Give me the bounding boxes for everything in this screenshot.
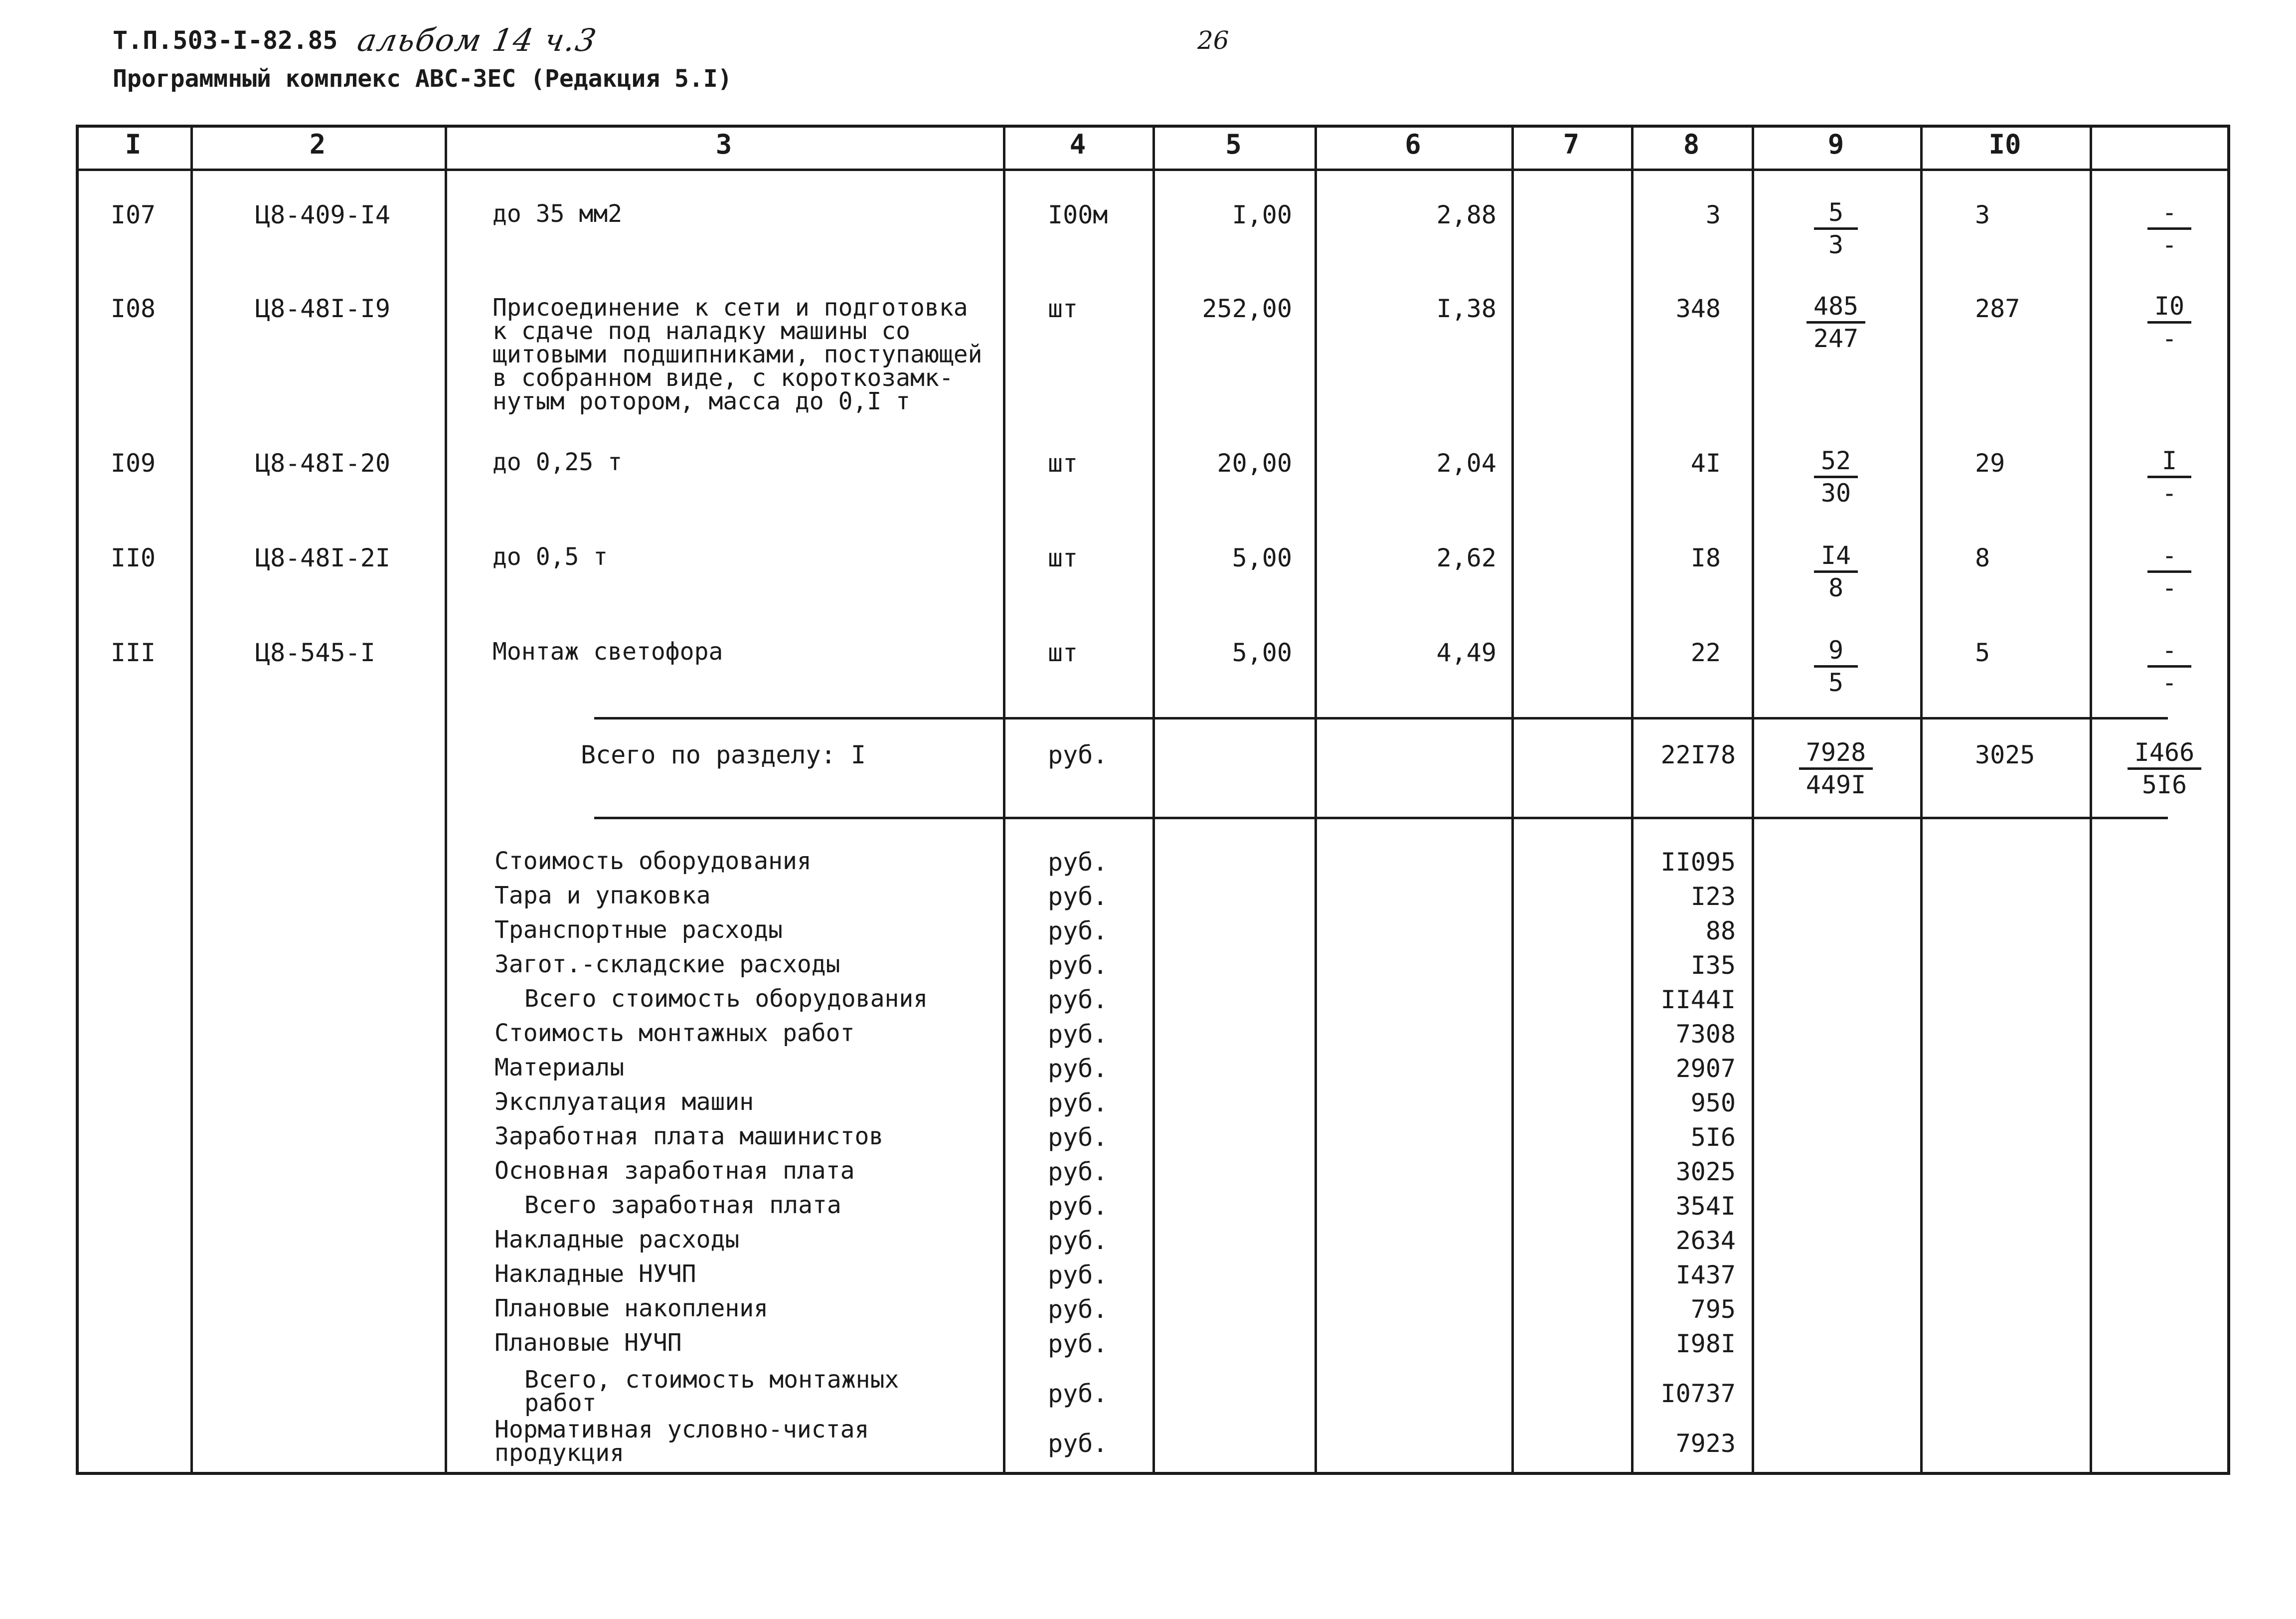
unit: I00м xyxy=(1048,200,1108,229)
col10-bottom: - xyxy=(2161,479,2177,508)
col8-top: 485 xyxy=(1806,291,1865,324)
col10-top: - xyxy=(2147,635,2191,668)
column-header-9: 9 xyxy=(1827,129,1844,160)
row-total: 4I xyxy=(1690,449,1721,478)
col8-top: 9 xyxy=(1814,635,1858,668)
row-total: 348 xyxy=(1675,294,1721,323)
col8-top: 52 xyxy=(1814,446,1858,478)
norm-code: Ц8-409-I4 xyxy=(255,200,390,229)
unit: шт xyxy=(1048,449,1078,478)
row-number: I07 xyxy=(110,200,156,229)
section-total-col8-bottom: 449I xyxy=(1805,770,1866,799)
summary-label: Тара и упаковка xyxy=(494,882,711,909)
summary-value: 3025 xyxy=(1675,1157,1736,1186)
col8-bottom: 5 xyxy=(1828,668,1844,697)
summary-value: 950 xyxy=(1690,1088,1736,1117)
col8-fraction xyxy=(1752,446,1920,508)
section-total-col10-bottom: 5I6 xyxy=(2141,770,2187,799)
col10-bottom: - xyxy=(2161,668,2177,697)
col9-value: 5 xyxy=(1975,638,1990,667)
summary-label: Всего заработная плата xyxy=(524,1191,841,1219)
norm-code: Ц8-48I-I9 xyxy=(255,294,390,323)
section-total-col8 xyxy=(1752,737,1920,800)
col10-fraction xyxy=(2120,291,2219,354)
summary-unit: руб. xyxy=(1048,1295,1108,1324)
summary-label: Транспортные расходы xyxy=(494,916,783,944)
col8-fraction xyxy=(1752,197,1920,260)
column-header-8: 8 xyxy=(1683,129,1700,160)
summary-unit: руб. xyxy=(1048,1226,1108,1255)
summary-unit: руб. xyxy=(1048,1329,1108,1358)
total-top-rule xyxy=(594,717,2168,720)
section-total-label: Всего по разделу: I xyxy=(581,740,866,769)
row-number: I08 xyxy=(110,294,156,323)
work-description: до 35 мм2 xyxy=(492,200,623,228)
summary-value: 88 xyxy=(1705,916,1736,945)
column-header-5: 5 xyxy=(1225,129,1242,160)
summary-value: I98I xyxy=(1675,1329,1736,1358)
summary-label: Заработная плата машинистов xyxy=(494,1122,884,1150)
summary-unit: руб. xyxy=(1048,1123,1108,1152)
album-note: альбом 14 ч.3 xyxy=(354,22,600,58)
col9-value: 287 xyxy=(1975,294,2020,323)
summary-label: Плановые накопления xyxy=(494,1294,769,1322)
unit: шт xyxy=(1048,294,1078,323)
summary-value: 354I xyxy=(1675,1192,1736,1221)
column-divider xyxy=(1152,125,1155,1475)
unit-price: 4,49 xyxy=(1436,638,1496,667)
col10-fraction xyxy=(2120,635,2219,698)
summary-unit: руб. xyxy=(1048,1020,1108,1049)
col9-value: 8 xyxy=(1975,543,1990,572)
quantity: 5,00 xyxy=(1232,638,1292,667)
column-divider xyxy=(445,125,447,1475)
work-description: Монтаж светофора xyxy=(492,638,723,666)
summary-label: Стоимость монтажных работ xyxy=(494,1019,855,1047)
col10-bottom: - xyxy=(2161,573,2177,602)
col8-fraction xyxy=(1752,291,1920,354)
summary-value: 5I6 xyxy=(1690,1123,1736,1152)
summary-value: I0737 xyxy=(1660,1379,1736,1408)
unit: шт xyxy=(1048,543,1078,572)
norm-code: Ц8-48I-20 xyxy=(255,449,390,478)
page-number: 26 xyxy=(1197,26,1229,55)
col10-top: I xyxy=(2147,446,2191,478)
col8-fraction xyxy=(1752,540,1920,603)
document-code: Т.П.503-I-82.85 xyxy=(113,26,338,55)
col8-top: 5 xyxy=(1814,197,1858,230)
col8-top: I4 xyxy=(1814,540,1858,573)
section-total-col10 xyxy=(2110,737,2219,800)
summary-unit: руб. xyxy=(1048,882,1108,911)
summary-value: I35 xyxy=(1690,951,1736,980)
summary-label: Эксплуатация машин xyxy=(494,1088,754,1116)
column-header-6: 6 xyxy=(1405,129,1421,160)
col8-fraction xyxy=(1752,635,1920,698)
col8-bottom: 247 xyxy=(1813,324,1859,353)
summary-unit: руб. xyxy=(1048,1260,1108,1289)
column-header-2: 2 xyxy=(309,129,326,160)
summary-label: Нормативная условно-чистая продукция xyxy=(494,1416,869,1467)
section-total-col9: 3025 xyxy=(1975,740,2035,769)
summary-unit: руб. xyxy=(1048,848,1108,877)
col9-value: 3 xyxy=(1975,200,1990,229)
summary-label: Загот.-складские расходы xyxy=(494,950,840,978)
summary-label: Основная заработная плата xyxy=(494,1157,855,1185)
col10-fraction xyxy=(2120,540,2219,603)
summary-unit: руб. xyxy=(1048,1429,1108,1458)
column-header-10: I0 xyxy=(1988,129,2021,160)
summary-value: 7923 xyxy=(1675,1429,1736,1458)
summary-unit: руб. xyxy=(1048,916,1108,945)
quantity: 20,00 xyxy=(1217,449,1292,478)
work-description: Присоединение к сети и подготовка к сдаче под наладку машины со щитовыми подшипниками, поступающей в собранном виде, с короткозамк- нутым ротором, масса до 0,I т xyxy=(492,294,983,415)
col10-top: - xyxy=(2147,197,2191,230)
summary-value: II095 xyxy=(1660,848,1736,877)
column-divider xyxy=(1003,125,1005,1475)
summary-label: Всего стоимость оборудования xyxy=(524,985,928,1013)
row-number: I09 xyxy=(110,449,156,478)
section-total-col10-top: I466 xyxy=(2128,737,2201,770)
col10-bottom: - xyxy=(2161,324,2177,353)
summary-unit: руб. xyxy=(1048,951,1108,980)
col8-bottom: 30 xyxy=(1820,479,1851,508)
summary-label: Накладные НУЧП xyxy=(494,1260,696,1288)
summary-value: 795 xyxy=(1690,1295,1736,1324)
summary-unit: руб. xyxy=(1048,1054,1108,1083)
summary-value: 2907 xyxy=(1675,1054,1736,1083)
unit-price: 2,62 xyxy=(1436,543,1496,572)
col10-fraction xyxy=(2120,197,2219,260)
quantity: 252,00 xyxy=(1202,294,1292,323)
col10-top: I0 xyxy=(2147,291,2191,324)
column-header-3: 3 xyxy=(715,129,732,160)
summary-label: Стоимость оборудования xyxy=(494,847,812,875)
col8-bottom: 8 xyxy=(1828,573,1844,602)
col9-value: 29 xyxy=(1975,449,2005,478)
work-description: до 0,5 т xyxy=(492,543,608,571)
summary-label: Накладные расходы xyxy=(494,1226,740,1254)
summary-label: Материалы xyxy=(494,1054,625,1081)
column-divider xyxy=(190,125,193,1475)
summary-unit: руб. xyxy=(1048,985,1108,1014)
row-number: III xyxy=(110,638,156,667)
row-total: 22 xyxy=(1690,638,1721,667)
column-header-7: 7 xyxy=(1563,129,1580,160)
column-header-1: I xyxy=(125,129,142,160)
summary-unit: руб. xyxy=(1048,1157,1108,1186)
norm-code: Ц8-48I-2I xyxy=(255,543,390,572)
summary-value: I437 xyxy=(1675,1260,1736,1289)
summary-unit: руб. xyxy=(1048,1088,1108,1117)
col10-top: - xyxy=(2147,540,2191,573)
estimate-table xyxy=(76,125,2230,1475)
summary-label: Плановые НУЧП xyxy=(494,1329,682,1357)
unit: шт xyxy=(1048,638,1078,667)
summary-value: I23 xyxy=(1690,882,1736,911)
col10-fraction xyxy=(2120,446,2219,508)
norm-code: Ц8-545-I xyxy=(255,638,375,667)
column-divider xyxy=(1511,125,1514,1475)
quantity: 5,00 xyxy=(1232,543,1292,572)
column-divider xyxy=(2090,125,2092,1475)
row-total: I8 xyxy=(1690,543,1721,572)
summary-value: II44I xyxy=(1660,985,1736,1014)
program-title: Программный комплекс АВС-ЗЕС (Редакция 5.I) xyxy=(113,65,732,93)
column-header-4: 4 xyxy=(1069,129,1086,160)
quantity: I,00 xyxy=(1232,200,1292,229)
summary-unit: руб. xyxy=(1048,1192,1108,1221)
column-divider xyxy=(1920,125,1923,1475)
unit-price: 2,88 xyxy=(1436,200,1496,229)
col8-bottom: 3 xyxy=(1828,230,1844,259)
total-bottom-rule xyxy=(594,817,2168,819)
summary-unit: руб. xyxy=(1048,1379,1108,1408)
section-total-unit: руб. xyxy=(1048,740,1108,769)
summary-value: 2634 xyxy=(1675,1226,1736,1255)
summary-label: Всего, стоимость монтажных работ xyxy=(524,1366,899,1417)
summary-value: 7308 xyxy=(1675,1020,1736,1049)
work-description: до 0,25 т xyxy=(492,448,623,476)
row-number: II0 xyxy=(110,543,156,572)
section-total-col8-top: 7928 xyxy=(1799,737,1873,770)
unit-price: 2,04 xyxy=(1436,449,1496,478)
row-total: 3 xyxy=(1705,200,1721,229)
section-total-sum: 22I78 xyxy=(1660,740,1736,769)
column-divider xyxy=(1314,125,1317,1475)
col10-bottom: - xyxy=(2161,230,2177,259)
unit-price: I,38 xyxy=(1436,294,1496,323)
